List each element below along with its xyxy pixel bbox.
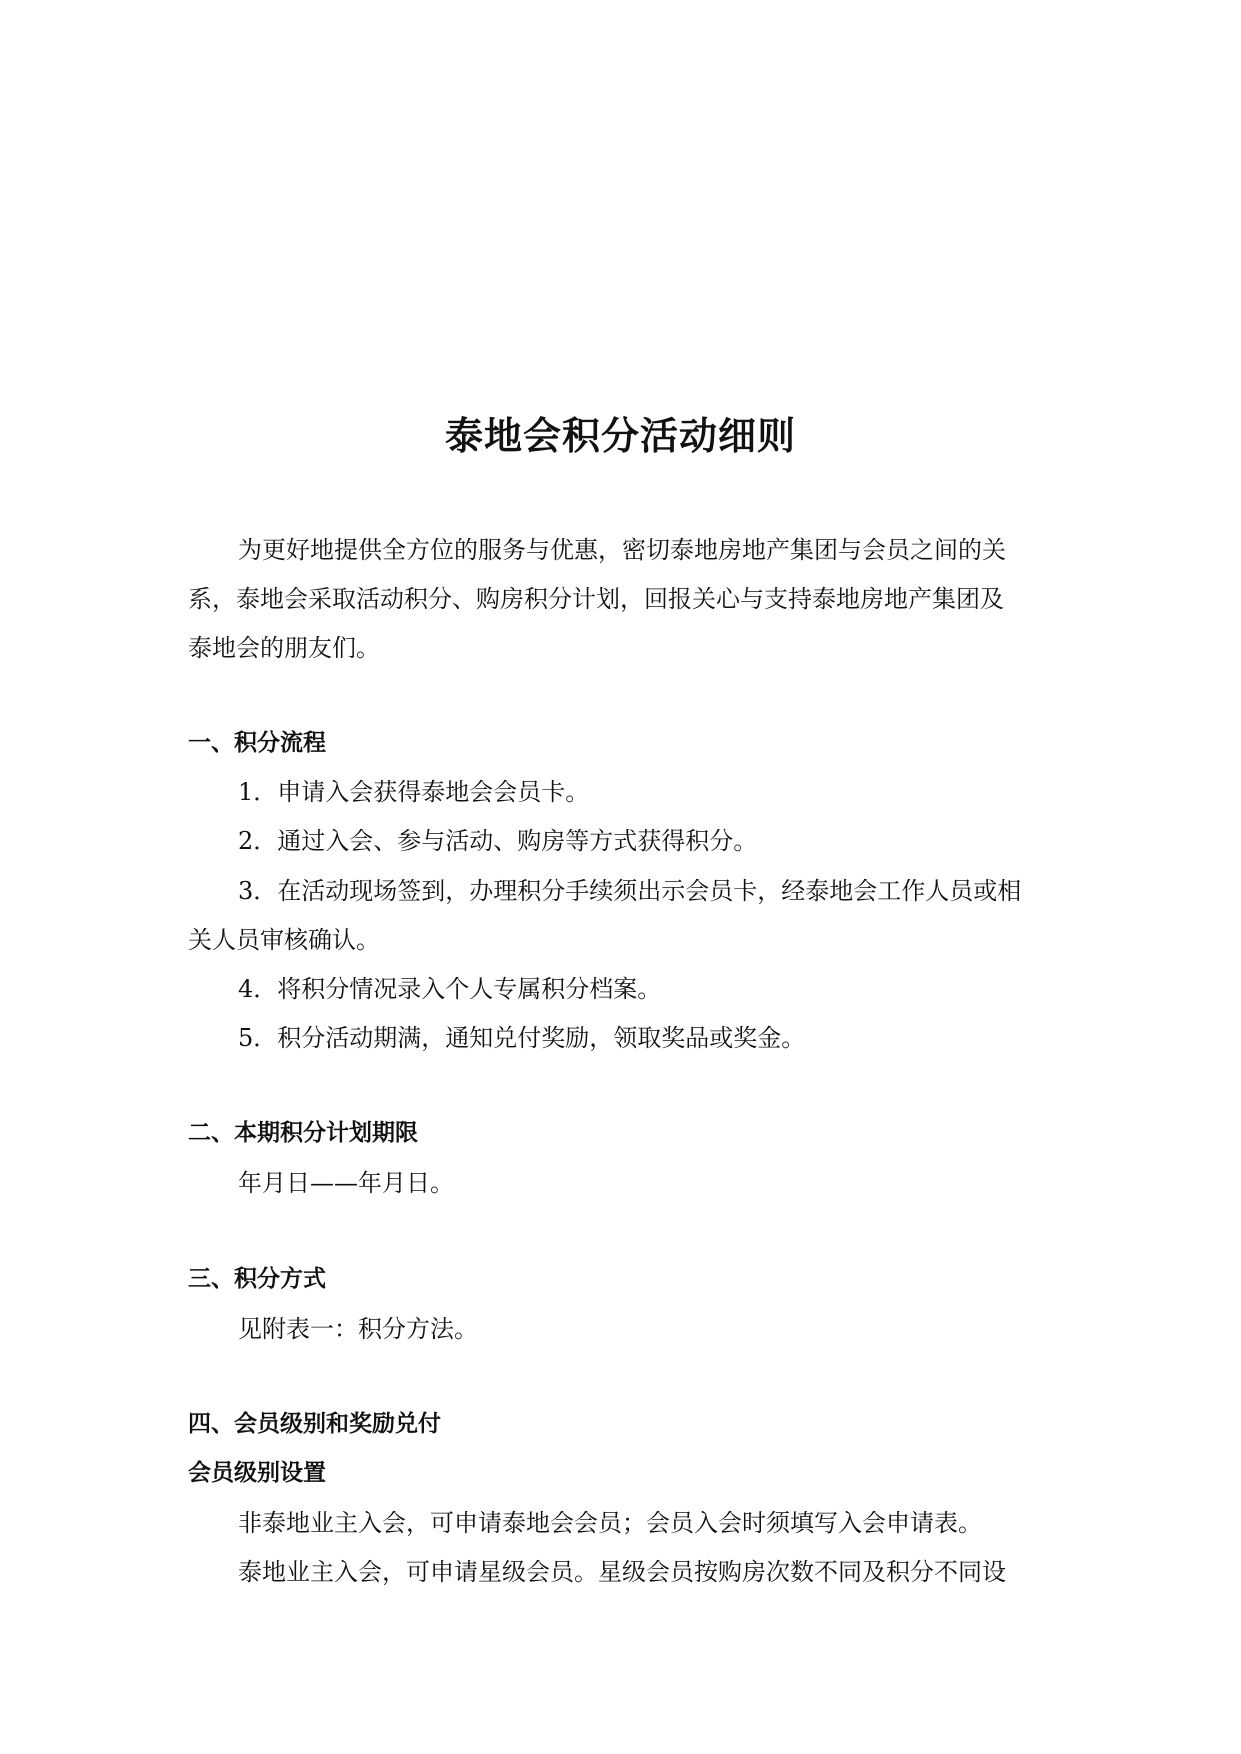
section-1-item-5: 5．积分活动期满，通知兑付奖励，领取奖品或奖金。 [238,1024,806,1052]
section-2-text: 年月日——年月日。 [238,1169,454,1197]
document-title: 泰地会积分活动细则 [444,414,796,458]
section-4-subheading: 会员级别设置 [188,1460,326,1486]
section-2-heading: 二、本期积分计划期限 [188,1120,418,1146]
section-3-text: 见附表一：积分方法。 [238,1315,478,1343]
section-1-item-3-line-1: 3．在活动现场签到，办理积分手续须出示会员卡，经泰地会工作人员或相 [238,877,1022,905]
intro-line-1: 为更好地提供全方位的服务与优惠，密切泰地房地产集团与会员之间的关 [238,536,1006,564]
section-4-paragraph-1: 非泰地业主入会，可申请泰地会会员；会员入会时须填写入会申请表。 [238,1509,982,1537]
section-1-item-2: 2．通过入会、参与活动、购房等方式获得积分。 [238,827,758,855]
section-1-item-4: 4．将积分情况录入个人专属积分档案。 [238,975,662,1003]
section-4-paragraph-2: 泰地业主入会，可申请星级会员。星级会员按购房次数不同及积分不同设 [238,1558,1006,1586]
section-1-heading: 一、积分流程 [188,730,326,756]
section-1-item-1: 1．申请入会获得泰地会会员卡。 [238,778,590,806]
section-4-heading: 四、会员级别和奖励兑付 [188,1411,441,1437]
section-1-item-3-line-2: 关人员审核确认。 [188,926,380,954]
section-3-heading: 三、积分方式 [188,1266,326,1292]
intro-line-3: 泰地会的朋友们。 [188,634,380,662]
intro-line-2: 系，泰地会采取活动积分、购房积分计划，回报关心与支持泰地房地产集团及 [188,585,1004,613]
